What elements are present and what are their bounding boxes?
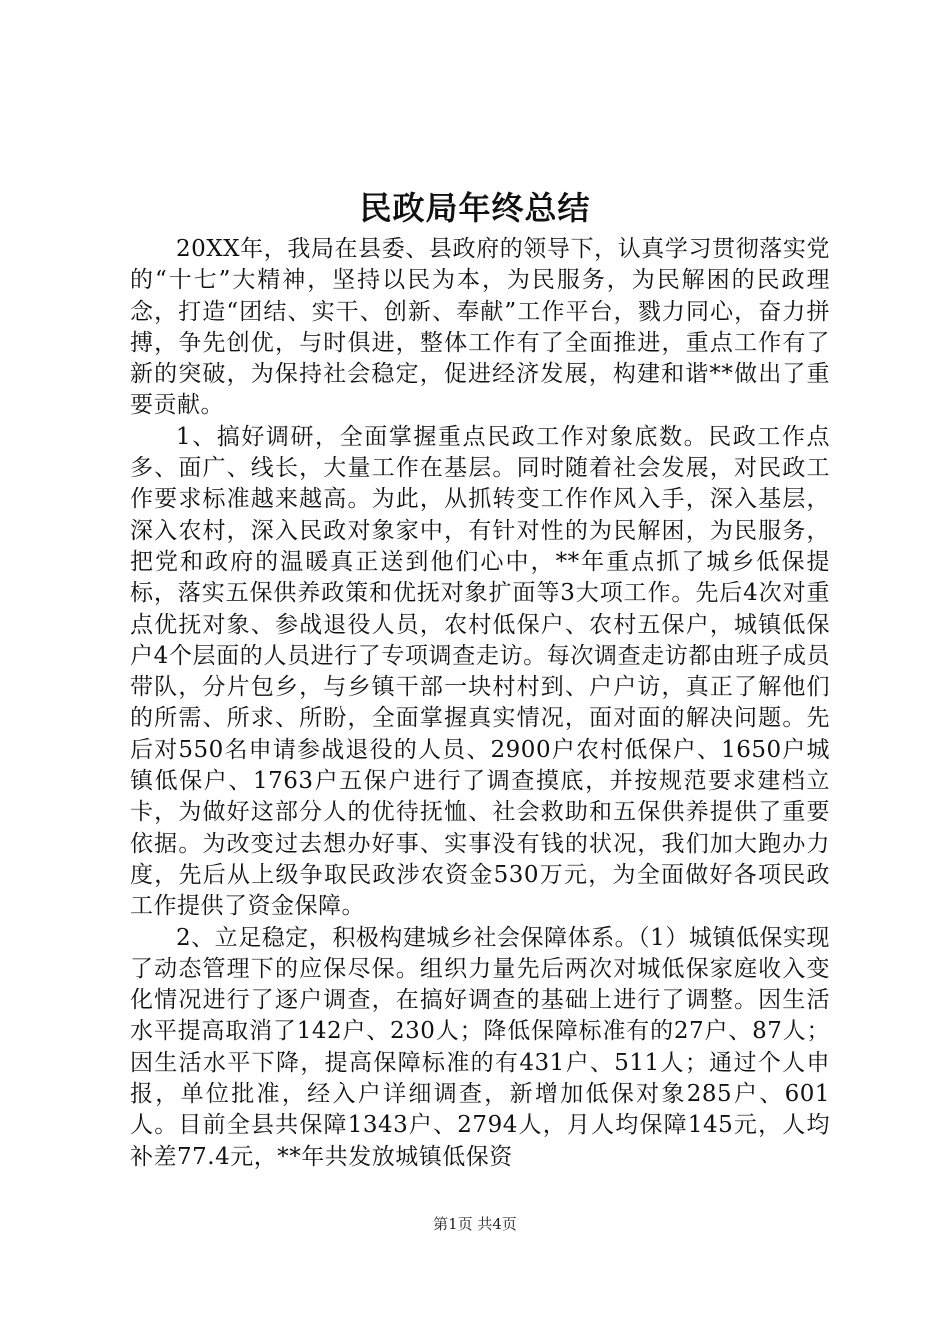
document-body	[130, 234, 830, 1173]
paragraph-intro: 20XX年，我局在县委、县政府的领导下，认真学习贯彻落实党的“十七”大精神，坚持以民为本，为民服务，为民解困的民政理念，打造“团结、实干、创新、奉献”工作平台，戮力同心，奋力拼搏，争先创优，与时俱进，整体工作有了全面推进，重点工作有了新的突破，为保持社会稳定，促进经济发展，构建和谐**做出了重要贡献。	[130, 236, 830, 419]
paragraph-section-1: 1、搞好调研，全面掌握重点民政工作对象底数。民政工作点多、面广、线长，大量工作在基层。同时随着社会发展，对民政工作要求标准越来越高。为此，从抓转变工作作风入手，深入基层，深入农村，深入民政对象家中，有针对性的为民解困，为民服务，把党和政府的温暖真正送到他们心中，**年重点抓了城乡低保提标，落实五保供养政策和优抚对象扩面等3大项工作。先后4次对重点优抚对象、参战退役人员，农村低保户、农村五保户，城镇低保户4个层面的人员进行了专项调查走访。每次调查走访都由班子成员带队，分片包乡，与乡镇干部一块村村到、户户访，真正了解他们的所需、所求、所盼，全面掌握真实情况，面对面的解决问题。先后对550名申请参战退役的人员、2900户农村低保户、1650户城镇低保户、1763户五保户进行了调查摸底，并按规范要求建档立卡，为做好这部分人的优待抚恤、社会救助和五保供养提供了重要依据。为改变过去想办好事、实事没有钱的状况，我们加大跑办力度，先后从上级争取民政涉农资金530万元，为全面做好各项民政工作提供了资金保障。	[130, 423, 830, 920]
paragraph-section-2: 2、立足稳定，积极构建城乡社会保障体系。（1）城镇低保实现了动态管理下的应保尽保。组织力量先后两次对城低保家庭收入变化情况进行了逐户调查，在搞好调查的基础上进行了调整。因生活水平提高取消了142户、230人；降低保障标准有的27户、87人；因生活水平下降，提高保障标准的有431户、511人；通过个人申报，单位批准，经入户详细调查，新增加低保对象285户、601人。目前全县共保障1343户、2794人，月人均保障145元，人均补差77.4元，**年共发放城镇低保资	[130, 924, 830, 1170]
page-footer: 第1页 共4页	[433, 1215, 517, 1233]
document-title: 民政局年终总结	[359, 189, 591, 227]
